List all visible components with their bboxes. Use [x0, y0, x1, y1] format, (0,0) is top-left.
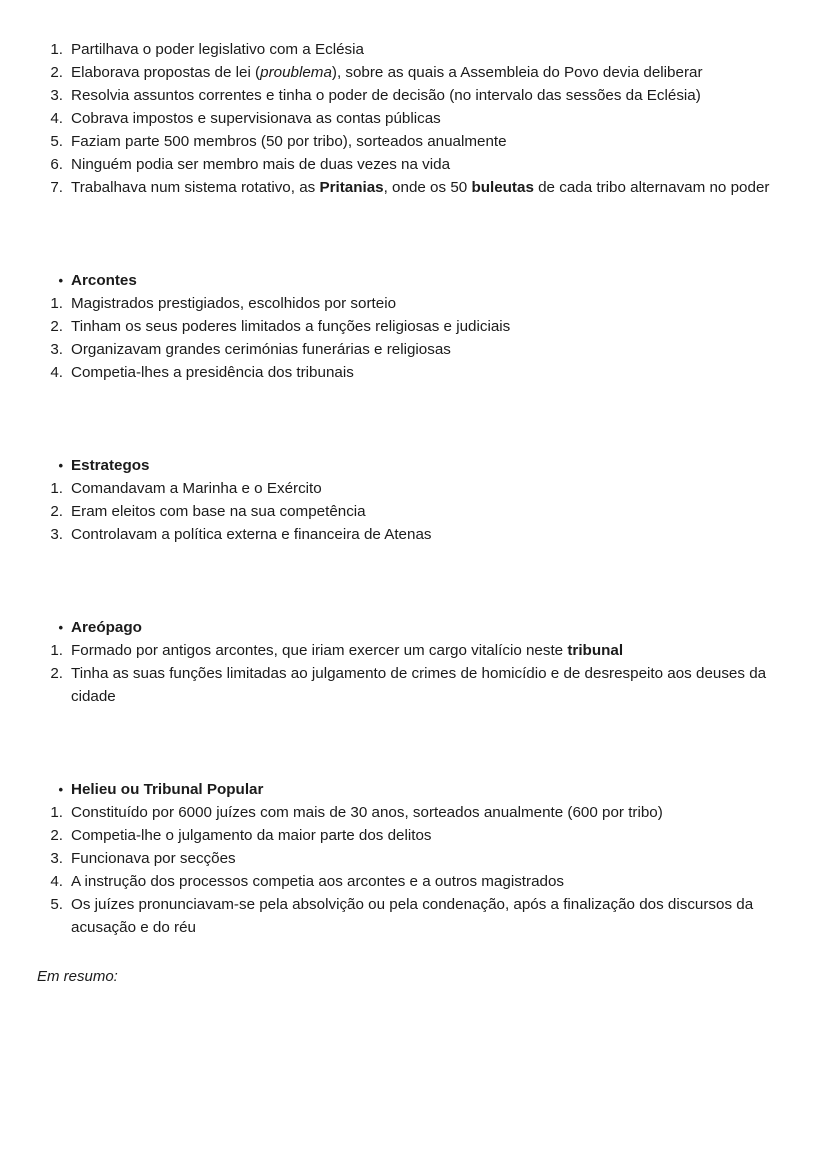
list-item — [36, 38, 792, 61]
bullet-icon: • — [58, 782, 63, 797]
section-boule — [36, 38, 792, 199]
list-item-text — [71, 41, 364, 58]
list-item — [36, 130, 792, 153]
list-item-text — [71, 341, 451, 358]
text-run: Funcionava por secções — [71, 850, 236, 867]
list-item — [36, 893, 792, 939]
list-item-text — [71, 503, 366, 520]
list-item-marker: 7. — [50, 179, 63, 196]
list-item-marker: 1. — [50, 41, 63, 58]
text-run: Os juízes pronunciavam-se pela absolvição ou pela condenação, após a finalização dos discursos da acusação e do réu — [71, 896, 754, 936]
section-heading-list — [36, 616, 792, 639]
text-run: Faziam parte 500 membros (50 por tribo), sorteados anualmente — [71, 133, 507, 150]
list-item — [36, 176, 792, 199]
numbered-list — [36, 292, 792, 384]
text-run: Magistrados prestigiados, escolhidos por sorteio — [71, 295, 397, 312]
list-item-marker: 4. — [50, 873, 63, 890]
text-run: de cada tribo alternavam no poder — [533, 179, 770, 196]
text-run: Ninguém podia ser membro mais de duas vezes na vida — [71, 156, 451, 173]
text-run: Competia-lhes a presidência dos tribunais — [71, 364, 354, 381]
section-heading-list — [36, 269, 792, 292]
section-heading — [36, 269, 792, 292]
text-run: Elaborava propostas de lei ( — [71, 64, 261, 81]
list-item-marker: 5. — [50, 133, 63, 150]
list-item-text — [71, 295, 396, 312]
list-item-text — [71, 87, 701, 104]
list-item — [36, 477, 792, 500]
numbered-list — [36, 639, 792, 708]
list-item-text — [71, 364, 354, 381]
text-run: Eram eleitos com base na sua competência — [71, 503, 366, 520]
bullet-icon: • — [58, 620, 63, 635]
list-item-marker: 2. — [50, 665, 63, 682]
section-heading-label: Helieu ou Tribunal Popular — [71, 781, 264, 798]
text-run: ), sobre as quais a Assembleia do Povo devia deliberar — [331, 64, 703, 81]
text-run: Resolvia assuntos correntes e tinha o poder de decisão (no intervalo das sessões da Eclésia) — [71, 87, 701, 104]
list-item — [36, 801, 792, 824]
list-item-marker: 1. — [50, 480, 63, 497]
list-item-text — [71, 156, 450, 173]
list-item — [36, 84, 792, 107]
text-run: Trabalhava num sistema rotativo, as — [71, 179, 320, 196]
list-item-marker: 4. — [50, 364, 63, 381]
section-heading-list — [36, 778, 792, 801]
section-heading — [36, 454, 792, 477]
list-item-marker: 3. — [50, 526, 63, 543]
list-item-text — [71, 64, 703, 81]
list-item-text — [71, 179, 769, 196]
list-item-text — [71, 896, 753, 936]
list-item-marker: 1. — [50, 642, 63, 659]
list-item — [36, 292, 792, 315]
list-item-marker: 2. — [50, 64, 63, 81]
italic-term: proublema — [260, 64, 332, 81]
text-run: A instrução dos processos competia aos arcontes e a outros magistrados — [71, 873, 565, 890]
bold-term: tribunal — [567, 642, 624, 659]
section-heading — [36, 616, 792, 639]
list-item-marker: 5. — [50, 896, 63, 913]
list-item — [36, 523, 792, 546]
list-item-text — [71, 318, 510, 335]
list-item-marker: 1. — [50, 804, 63, 821]
list-item-text — [71, 133, 507, 150]
text-run: Organizavam grandes cerimónias funerárias e religiosas — [71, 341, 451, 358]
list-item-text — [71, 850, 236, 867]
list-item-marker: 3. — [50, 87, 63, 104]
list-item-text — [71, 827, 431, 844]
bullet-icon: • — [58, 273, 63, 288]
list-item — [36, 338, 792, 361]
list-item-text — [71, 642, 623, 659]
list-item-text — [71, 873, 564, 890]
section-heading-list — [36, 454, 792, 477]
section-heading-label: Estrategos — [71, 457, 150, 474]
list-item-text — [71, 480, 322, 497]
closing-note: Em resumo: — [37, 968, 118, 985]
list-item — [36, 153, 792, 176]
text-run: Tinham os seus poderes limitados a funções religiosas e judiciais — [71, 318, 511, 335]
list-item-marker: 3. — [50, 341, 63, 358]
section-estrategos — [36, 454, 792, 546]
text-run: Formado por antigos arcontes, que iriam exercer um cargo vitalício neste — [71, 642, 568, 659]
list-item-text — [71, 665, 766, 705]
numbered-list — [36, 38, 792, 199]
section-heading — [36, 778, 792, 801]
bold-term: Pritanias — [319, 179, 384, 196]
list-item — [36, 61, 792, 84]
section-heading-label: Arcontes — [71, 272, 137, 289]
text-run: Competia-lhe o julgamento da maior parte dos delitos — [71, 827, 432, 844]
text-run: Partilhava o poder legislativo com a Eclésia — [71, 41, 364, 58]
list-item — [36, 500, 792, 523]
text-run: Comandavam a Marinha e o Exército — [71, 480, 322, 497]
list-item — [36, 361, 792, 384]
text-run: , onde os 50 — [383, 179, 472, 196]
section-helieu — [36, 778, 792, 939]
numbered-list — [36, 801, 792, 939]
list-item-text — [71, 804, 663, 821]
list-item-marker: 1. — [50, 295, 63, 312]
bullet-icon: • — [58, 458, 63, 473]
text-run: Cobrava impostos e supervisionava as contas públicas — [71, 110, 441, 127]
section-areopago — [36, 616, 792, 708]
numbered-list — [36, 477, 792, 546]
text-run: Constituído por 6000 juízes com mais de 30 anos, sorteados anualmente (600 por tribo) — [71, 804, 663, 821]
section-arcontes — [36, 269, 792, 384]
document-body — [36, 38, 792, 939]
bold-term: buleutas — [471, 179, 534, 196]
list-item — [36, 824, 792, 847]
list-item-text — [71, 526, 432, 543]
list-item — [36, 315, 792, 338]
list-item-marker: 2. — [50, 318, 63, 335]
list-item — [36, 662, 792, 708]
list-item — [36, 847, 792, 870]
list-item-marker: 3. — [50, 850, 63, 867]
list-item — [36, 107, 792, 130]
list-item-marker: 4. — [50, 110, 63, 127]
text-run: Tinha as suas funções limitadas ao julgamento de crimes de homicídio e de desrespeito aos deuses da cidade — [71, 665, 767, 705]
list-item-marker: 6. — [50, 156, 63, 173]
list-item-marker: 2. — [50, 827, 63, 844]
list-item — [36, 639, 792, 662]
text-run: Controlavam a política externa e financeira de Atenas — [71, 526, 432, 543]
list-item-text — [71, 110, 441, 127]
list-item-marker: 2. — [50, 503, 63, 520]
section-heading-label: Areópago — [71, 619, 142, 636]
list-item — [36, 870, 792, 893]
